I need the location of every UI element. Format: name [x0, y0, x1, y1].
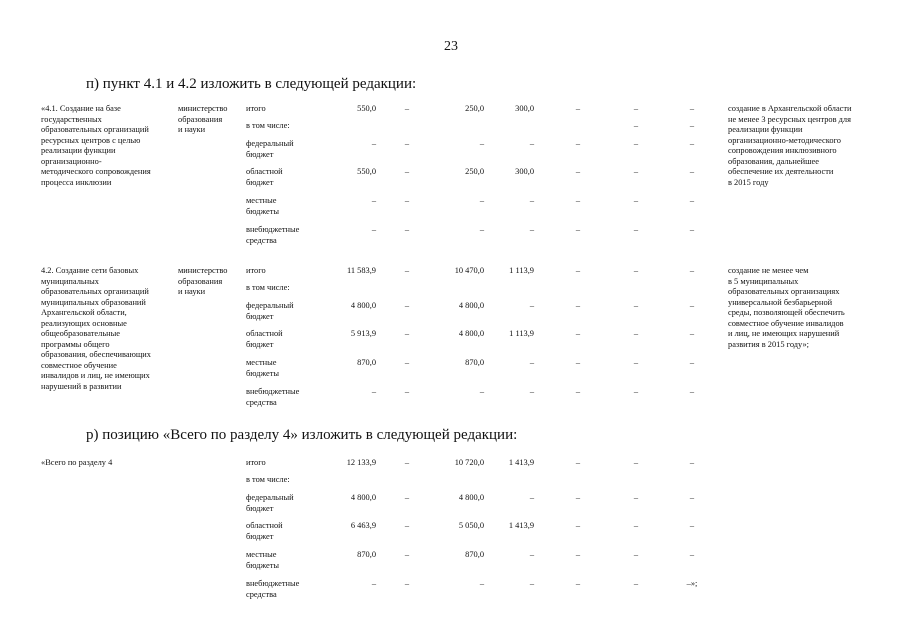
- funding-source: местные бюджеты: [246, 196, 280, 216]
- funding-source: в том числе:: [246, 121, 290, 130]
- section-heading: п) пункт 4.1 и 4.2 изложить в следующей редакции:: [86, 76, 417, 92]
- amount-value: 1 113,9: [509, 329, 534, 338]
- amount-value: –: [689, 104, 695, 113]
- expected-result: создание не менее чем в 5 муниципальных образовательных организациях универсальной безбарьерной среды, позволяющей обеспечить совместное обучение инвалидов и лиц, не имеющих нарушений развития в 2015 году»;: [728, 266, 845, 349]
- amount-value: –: [575, 196, 581, 205]
- amount-value: –: [479, 225, 484, 234]
- amount-value: 12 133,9: [346, 458, 376, 467]
- amount-value: –: [575, 301, 581, 310]
- amount-value: –: [689, 493, 695, 502]
- amount-value: –: [529, 550, 534, 559]
- amount-value: –: [575, 225, 581, 234]
- amount-value: –: [404, 550, 410, 559]
- amount-value: 10 720,0: [454, 458, 484, 467]
- amount-value: –: [633, 104, 639, 113]
- amount-value: 5 050,0: [458, 521, 484, 530]
- amount-value: –: [689, 167, 695, 176]
- amount-value: –: [575, 579, 581, 588]
- amount-value: 550,0: [357, 104, 376, 113]
- amount-value: –: [404, 493, 410, 502]
- amount-value: –: [479, 139, 484, 148]
- funding-source: местные бюджеты: [246, 358, 280, 378]
- funding-source: федеральный бюджет: [246, 139, 294, 159]
- amount-value: 870,0: [465, 550, 484, 559]
- expected-result: создание в Архангельской области не менее 3 ресурсных центров для реализации функции организационно-методического сопровождения инклюзивного образования, дальнейшее обеспечение их деятельности в 2015 году: [728, 104, 852, 187]
- amount-value: –: [404, 167, 410, 176]
- amount-value: –: [371, 196, 376, 205]
- amount-value: –: [575, 550, 581, 559]
- amount-value: 870,0: [465, 358, 484, 367]
- amount-value: –: [689, 329, 695, 338]
- amount-value: –: [633, 579, 639, 588]
- amount-value: –: [575, 104, 581, 113]
- amount-value: –: [479, 387, 484, 396]
- amount-value: –: [633, 458, 639, 467]
- amount-value: –: [575, 329, 581, 338]
- amount-value: 5 913,9: [350, 329, 376, 338]
- amount-value: 4 800,0: [458, 329, 484, 338]
- funding-source: федеральный бюджет: [246, 301, 294, 321]
- amount-value: –: [633, 329, 639, 338]
- amount-value: 11 583,9: [346, 266, 376, 275]
- amount-value: –: [575, 521, 581, 530]
- amount-value: –: [689, 550, 695, 559]
- amount-value: 250,0: [465, 167, 484, 176]
- funding-source: в том числе:: [246, 283, 290, 292]
- amount-value: –: [575, 266, 581, 275]
- funding-source: итого: [246, 458, 266, 467]
- amount-value: 300,0: [515, 167, 534, 176]
- amount-value: –: [689, 121, 695, 130]
- amount-value: 4 800,0: [350, 493, 376, 502]
- amount-value: –: [529, 358, 534, 367]
- amount-value: 1 413,9: [508, 458, 534, 467]
- amount-value: –: [689, 458, 695, 467]
- amount-value: –: [575, 167, 581, 176]
- amount-value: –: [404, 329, 410, 338]
- amount-value: –: [529, 301, 534, 310]
- amount-value: –: [689, 196, 695, 205]
- funding-source: областной бюджет: [246, 167, 283, 187]
- amount-value: 250,0: [465, 104, 484, 113]
- amount-value: –: [633, 196, 639, 205]
- amount-value: –: [404, 225, 410, 234]
- amount-value: 6 463,9: [350, 521, 376, 530]
- amount-value: 870,0: [357, 550, 376, 559]
- amount-value: –: [575, 458, 581, 467]
- amount-value: 870,0: [357, 358, 376, 367]
- amount-value: –: [633, 266, 639, 275]
- amount-value: –: [633, 387, 639, 396]
- amount-value: –: [689, 358, 695, 367]
- amount-value: –: [633, 225, 639, 234]
- amount-value: –: [689, 521, 695, 530]
- amount-value: –: [404, 387, 410, 396]
- amount-value: –: [689, 301, 695, 310]
- measure-name: «4.1. Создание на базе государственных образовательных организаций ресурсных центров с целью реализации функции организационно- методического сопровождения процесса инклюзии: [41, 104, 151, 187]
- funding-source: местные бюджеты: [246, 550, 280, 570]
- amount-value: –: [404, 358, 410, 367]
- funding-source: областной бюджет: [246, 521, 283, 541]
- amount-value: –: [689, 266, 695, 275]
- amount-value: –: [529, 493, 534, 502]
- amount-value: –: [633, 550, 639, 559]
- funding-source: итого: [246, 266, 266, 275]
- executor: министерство образования и науки: [178, 104, 228, 134]
- amount-value: 4 800,0: [458, 301, 484, 310]
- amount-value: –: [689, 387, 695, 396]
- amount-value: 1 113,9: [509, 266, 534, 275]
- section-heading: р) позицию «Всего по разделу 4» изложить в следующей редакции:: [86, 427, 518, 443]
- funding-source: внебюджетные средства: [246, 225, 300, 245]
- funding-source: федеральный бюджет: [246, 493, 294, 513]
- amount-value: –: [633, 301, 639, 310]
- amount-value: –: [479, 196, 484, 205]
- amount-value: –: [371, 579, 376, 588]
- amount-value: –: [575, 493, 581, 502]
- amount-value: –: [371, 225, 376, 234]
- amount-value: –: [529, 387, 534, 396]
- amount-value: –: [633, 358, 639, 367]
- amount-value: –: [371, 387, 376, 396]
- amount-value: –: [479, 579, 484, 588]
- funding-source: областной бюджет: [246, 329, 283, 349]
- amount-value: –: [404, 104, 410, 113]
- amount-value: –: [404, 266, 410, 275]
- amount-value: 550,0: [357, 167, 376, 176]
- funding-source: в том числе:: [246, 475, 290, 484]
- amount-value: –: [633, 167, 639, 176]
- amount-value: –»;: [686, 579, 698, 588]
- amount-value: 1 413,9: [508, 521, 534, 530]
- amount-value: 4 800,0: [458, 493, 484, 502]
- amount-value: 300,0: [515, 104, 534, 113]
- amount-value: –: [404, 458, 410, 467]
- funding-source: итого: [246, 104, 266, 113]
- amount-value: 10 470,0: [454, 266, 484, 275]
- amount-value: –: [689, 139, 695, 148]
- funding-source: внебюджетные средства: [246, 579, 300, 599]
- amount-value: –: [529, 139, 534, 148]
- amount-value: –: [633, 139, 639, 148]
- amount-value: –: [633, 521, 639, 530]
- measure-name: «Всего по разделу 4: [41, 458, 113, 467]
- amount-value: –: [689, 225, 695, 234]
- measure-name: 4.2. Создание сети базовых муниципальных образовательных организаций муниципальных образований Архангельской области, реализующих основные общеобразовательные программы общего образования, обеспечивающих совместное обучение инвалидов и лиц, не имеющих нарушений в развитии: [41, 266, 151, 391]
- amount-value: –: [529, 579, 534, 588]
- funding-source: внебюджетные средства: [246, 387, 300, 407]
- page-number: 23: [444, 39, 458, 54]
- amount-value: –: [404, 139, 410, 148]
- amount-value: –: [633, 493, 639, 502]
- amount-value: –: [575, 387, 581, 396]
- amount-value: –: [575, 139, 581, 148]
- amount-value: –: [404, 196, 410, 205]
- amount-value: –: [529, 225, 534, 234]
- amount-value: –: [404, 579, 410, 588]
- amount-value: –: [371, 139, 376, 148]
- amount-value: –: [404, 521, 410, 530]
- amount-value: 4 800,0: [350, 301, 376, 310]
- amount-value: –: [404, 301, 410, 310]
- amount-value: –: [633, 121, 639, 130]
- amount-value: –: [529, 196, 534, 205]
- amount-value: –: [575, 358, 581, 367]
- executor: министерство образования и науки: [178, 266, 228, 296]
